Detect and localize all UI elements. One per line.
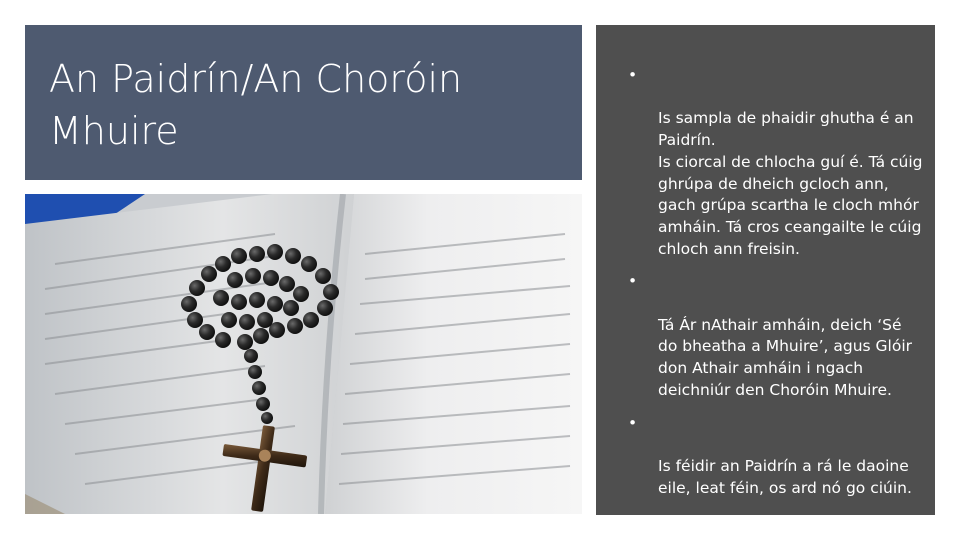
- bullet-icon: •: [628, 272, 638, 291]
- bullet-item: [624, 271, 924, 401]
- slide-title: An Paidrín/An Choróin Mhuire: [49, 57, 463, 153]
- rosary-on-bible-image: [25, 194, 582, 514]
- bullet-icon: •: [628, 413, 638, 432]
- bullet-icon: •: [628, 66, 638, 84]
- title-box: [25, 25, 582, 180]
- bullet-list: [624, 65, 924, 510]
- bullet-item: [624, 65, 924, 260]
- content-panel: [596, 25, 935, 515]
- bullet-text: Is féidir an Paidrín a rá le daoine eile, leat féin, os ard nó go ciúin.: [658, 456, 912, 497]
- bullet-text: Tá Ár nAthair amháin, deich ‘Sé do bheatha a Mhuire’, agus Glóir don Athair amháin i ngach deichniúr den Choróin Mhuire.: [658, 315, 913, 399]
- bullet-text: Is sampla de phaidir ghutha é an Paidrín. Is ciorcal de chlocha guí é. Tá cúig ghrúpa de dheich gcloch ann, gach grúpa scartha le cloch mhór amháin. Tá cros ceangailte le cúig chloch ann freisin.: [658, 109, 923, 258]
- bullet-item: [624, 413, 924, 500]
- photo-illustration: [25, 194, 582, 514]
